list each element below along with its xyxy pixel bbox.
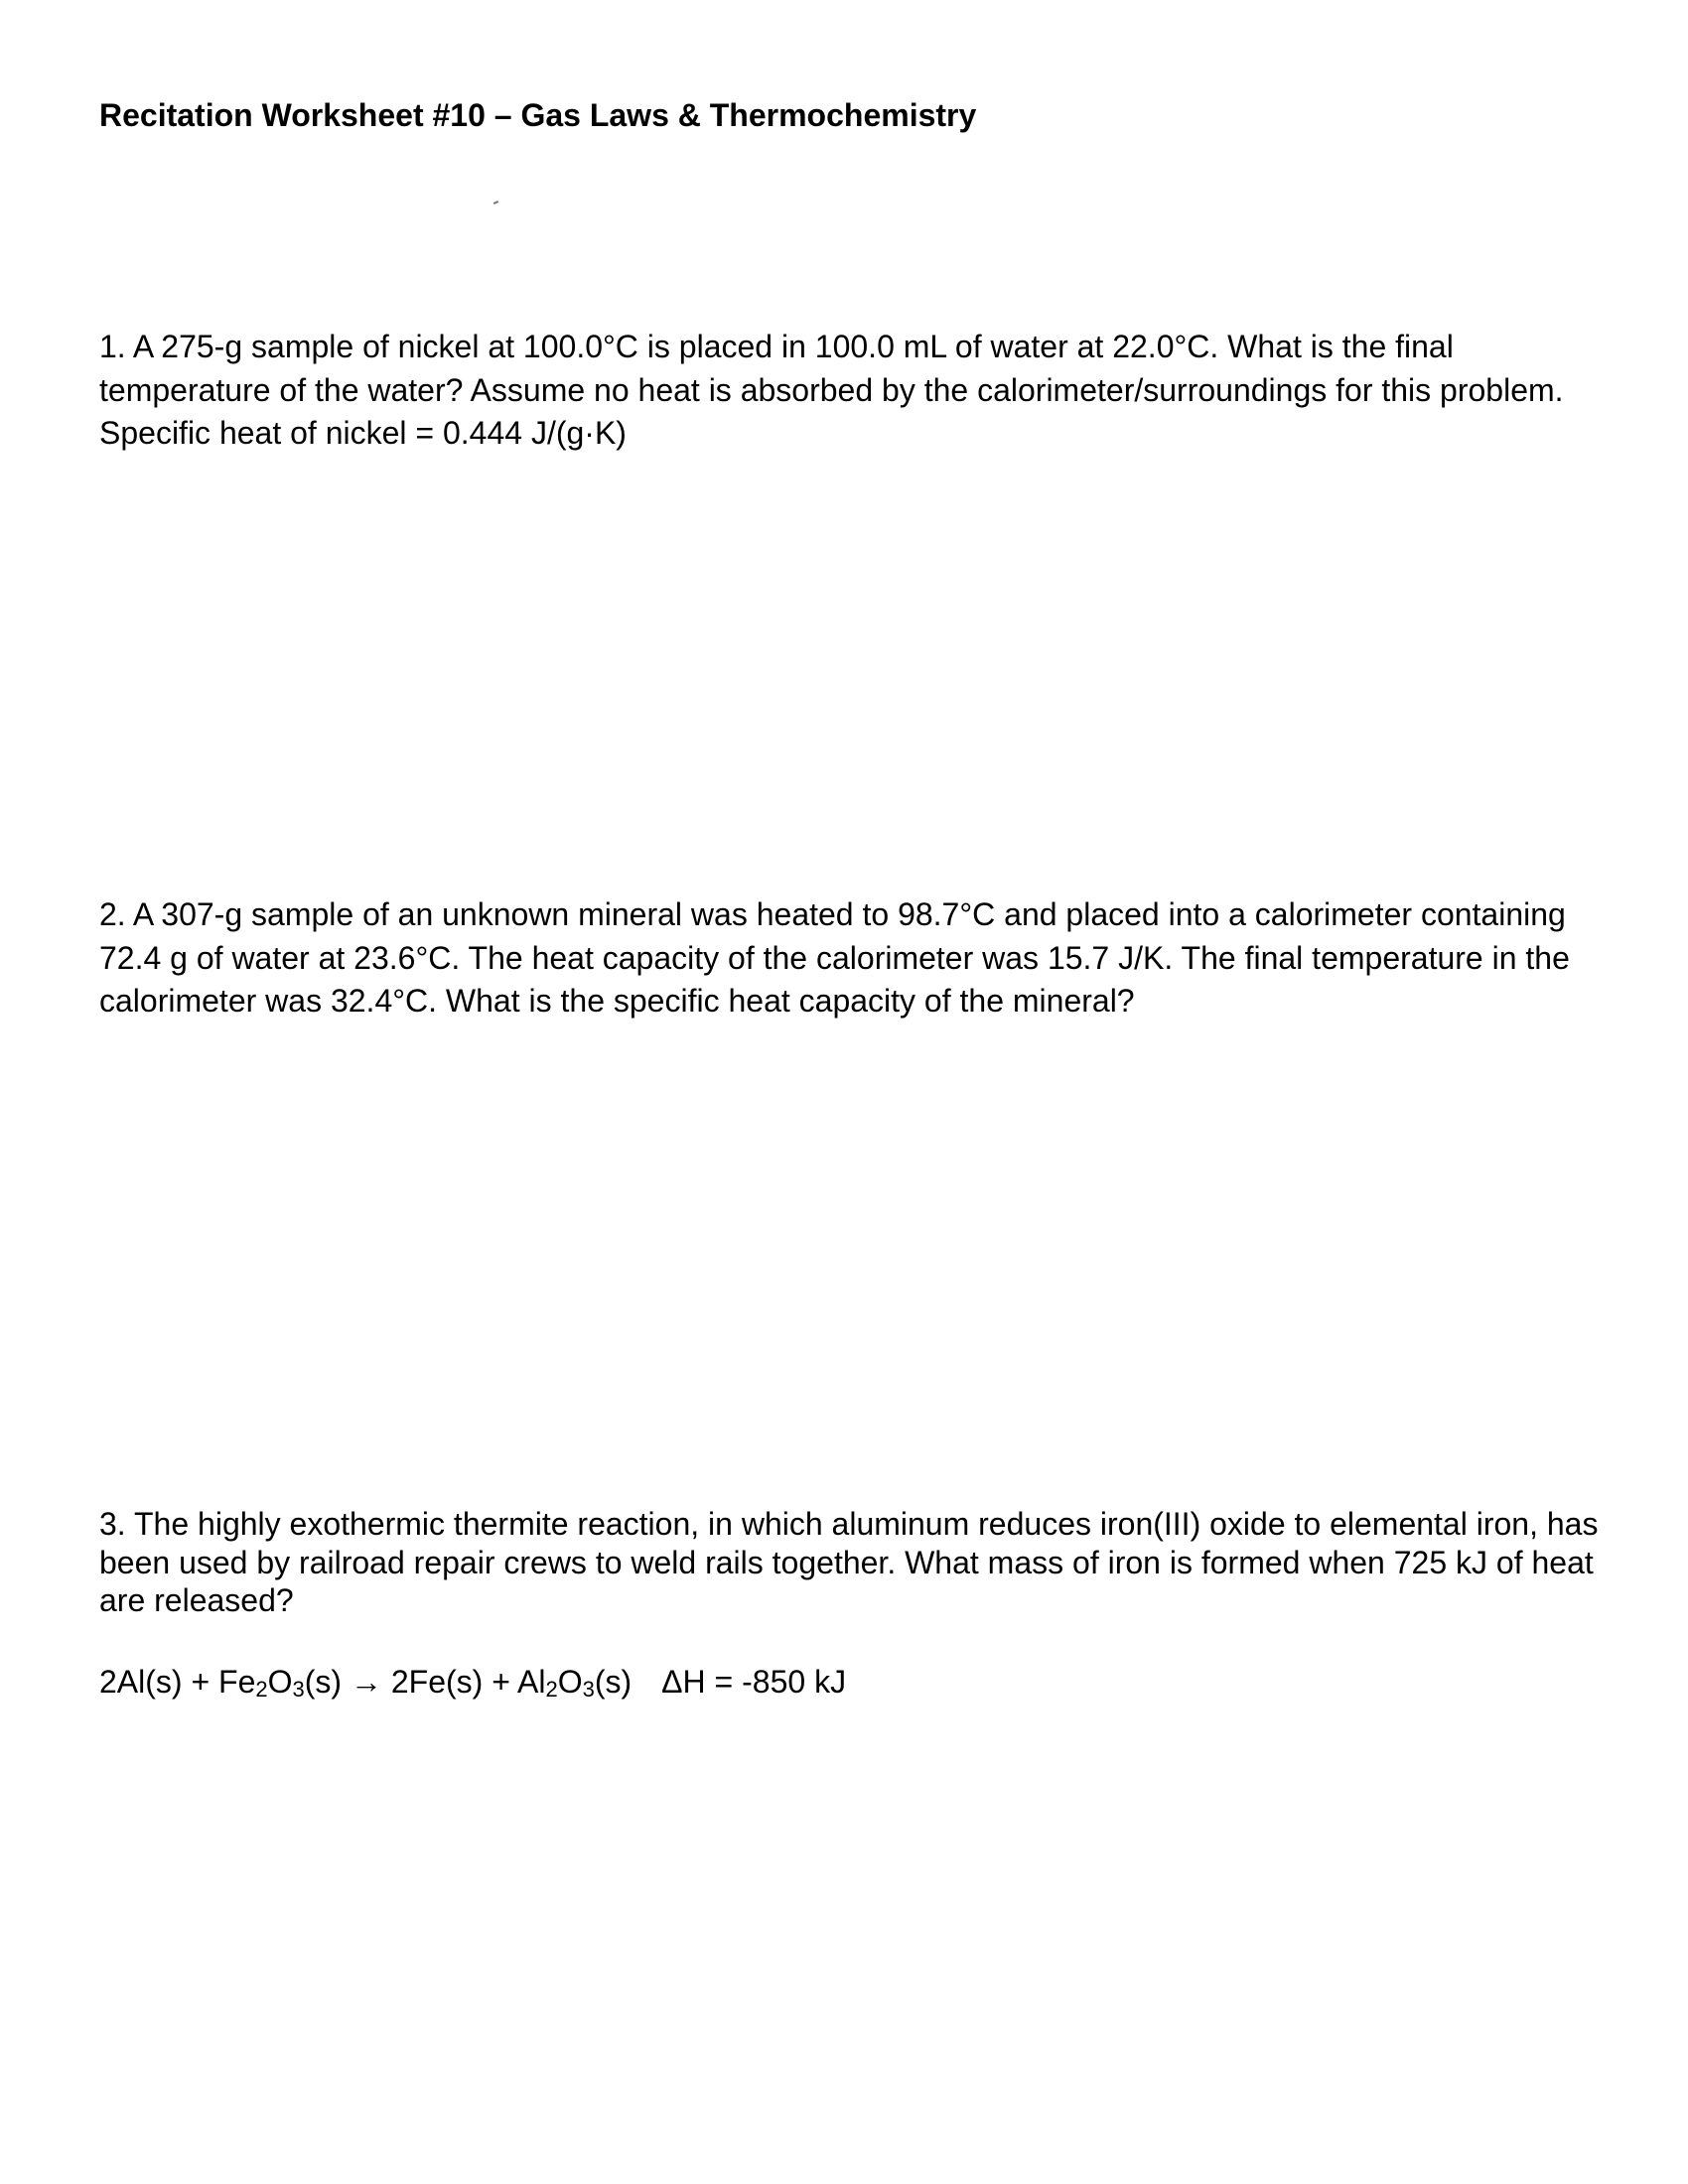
- question-2: 2. A 307-g sample of an unknown mineral was heated to 98.7°C and placed into a calorimeter containing 72.4 g of water at 23.6°C. The heat capacity of the calorimeter was 15.7 J/K. The final temperature in the calorimeter was 32.4°C. What is the specific heat capacity of the mineral?: [99, 896, 1570, 1019]
- thermite-equation: [99, 1664, 846, 1701]
- question-1: 1. A 275-g sample of nickel at 100.0°C is placed in 100.0 mL of water at 22.0°C. What is the final temperature of the water? Assume no heat is absorbed by the calorimeter/surroundings for this problem. Specific heat of nickel = 0.444 J/(g·K): [99, 329, 1564, 451]
- subscript: 3: [292, 1677, 305, 1702]
- enthalpy-change: ΔH = -850 kJ: [661, 1664, 847, 1700]
- equation-text: O: [557, 1664, 583, 1700]
- equation-text: O: [267, 1664, 293, 1700]
- subscript: 3: [582, 1677, 595, 1702]
- question-3: 3. The highly exothermic thermite reaction, in which aluminum reduces iron(III) oxide to elemental iron, has been used by railroad repair crews to weld rails together. What mass of iron is formed when 725 kJ of heat are released?: [99, 1506, 1599, 1618]
- subscript: 2: [545, 1677, 558, 1702]
- equation-text: (s): [594, 1664, 633, 1700]
- equation-text: (s) → 2Fe(s) + Al: [304, 1664, 546, 1700]
- stray-mark: [493, 201, 498, 205]
- subscript: 2: [255, 1677, 268, 1702]
- equation-text: 2Al(s) + Fe: [99, 1664, 256, 1700]
- page-title: Recitation Worksheet #10 – Gas Laws & Thermochemistry: [99, 97, 977, 133]
